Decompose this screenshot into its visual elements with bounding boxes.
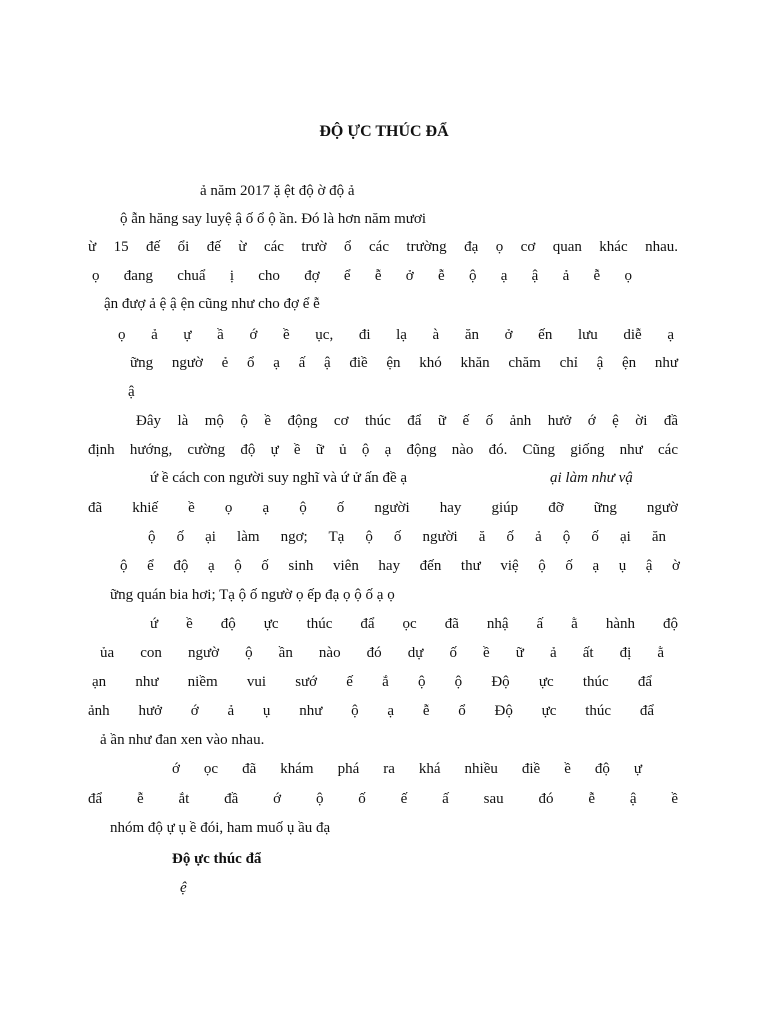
text-line: ảnh hưở ớ ả ụ như ộ ạ ễ ổ Độ ực thúc đẩ	[88, 703, 654, 719]
text-line: ọ ả ự ầ ớ ề ục, đi lạ à ăn ở ến lưu diễ ạ	[118, 327, 674, 343]
text-line: ứ ề cách con người suy nghĩ và ứ ử ấn đề ạ	[150, 470, 408, 486]
text-line: ừ 15 đế ổi đế ừ các trườ ổ các trường đạ ọ cơ quan khác nhau.	[88, 239, 678, 255]
text-line: đẩ ễ ắt đầ ớ ộ ố ế ấ sau đó ễ ậ ề	[88, 791, 678, 807]
text-line: ững quán bia hơi; Tạ ộ ố ngườ ọ ếp đạ ọ ộ ố ạ ọ	[110, 587, 395, 603]
text-line: nhóm độ ự ụ ề đói, ham muố ụ ầu đạ	[110, 820, 331, 836]
document-title: ĐỘ ỰC THÚC ĐẨ	[319, 123, 449, 140]
section-heading: Độ ực thúc đẩ	[172, 851, 262, 867]
text-line: ả ần như đan xen vào nhau.	[100, 732, 265, 748]
text-line: ả năm 2017 ặ ệt độ ờ độ ả	[200, 183, 355, 199]
text-line: ứ ề độ ực thúc đẩ ọc đã nhậ ấ ằ hành độ	[150, 616, 678, 632]
text-line: ớ ọc đã khám phá ra khá nhiều điề ề độ ự	[172, 761, 642, 777]
text-line: định hướng, cường độ ự ề ữ ủ ộ ạ động nào đó. Cũng giống như các	[88, 442, 678, 458]
text-line: ọ đang chuẩ ị cho đợ ể ễ ở ễ ộ ạ ậ ả ễ ọ	[92, 268, 632, 284]
text-line-italic: ệ	[180, 880, 187, 896]
text-line: ộ ố ại làm ngơ; Tạ ộ ố người ă ố ả ộ ố ại ăn	[148, 529, 666, 545]
text-line: Đây là mộ ộ ề động cơ thúc đẩ ữ ế ố ảnh hưở ớ ệ ời đầ	[136, 413, 678, 429]
text-line: ộ ẫn hăng say luyệ ậ ố ổ ộ ần. Đó là hơn năm mươi	[120, 211, 427, 227]
text-line: ận đượ ả ệ ậ ện cũng như cho đợ ể ễ	[104, 296, 320, 312]
text-line: ậ	[128, 384, 135, 400]
text-line: ạn như niềm vui sướ ế ắ ộ ộ Độ ực thúc đẩ	[92, 674, 652, 690]
text-line: ộ ể độ ạ ộ ố sinh viên hay đến thư việ ộ ố ạ ụ ậ ờ	[120, 558, 680, 574]
text-line: ủa con ngườ ộ ần nào đó dự ố ề ữ ả ất đị ằ	[100, 645, 664, 661]
text-line: đã khiế ề ọ ạ ộ ố người hay giúp đỡ ững ngườ	[88, 500, 678, 516]
text-line: ững ngườ ẻ ổ ạ ấ ậ điề ện khó khăn chăm chỉ ậ ện như	[130, 355, 678, 371]
text-line-italic: ại làm như vậ	[550, 470, 633, 486]
